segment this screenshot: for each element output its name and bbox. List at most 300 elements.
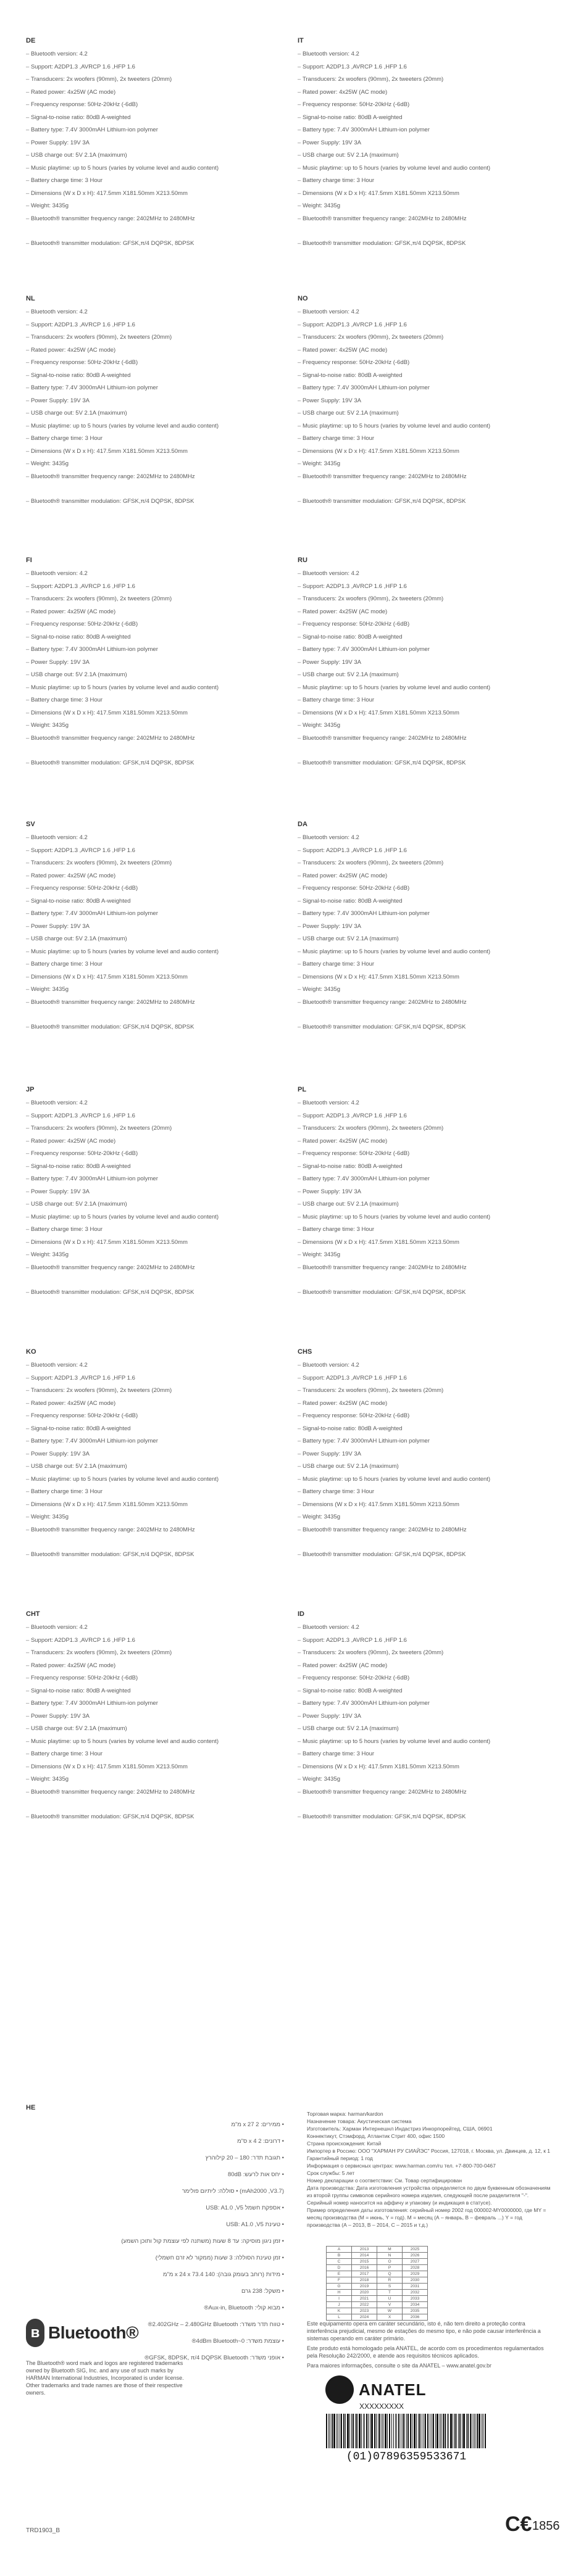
spec-item: – Bluetooth version: 4.2	[26, 48, 261, 61]
spec-item: – Rated power: 4x25W (AC mode)	[26, 1135, 261, 1148]
spec-item: – Bluetooth® transmitter frequency range: 2402MHz to 2480MHz	[298, 1786, 532, 1799]
table-cell: 2021	[352, 2296, 377, 2302]
spec-item: – Power Supply: 19V 3A	[298, 395, 532, 408]
hebrew-spec-item: • עוצמת משדר: 0~4dBm Bluetooth®	[191, 2338, 284, 2345]
table-cell: 2016	[352, 2265, 377, 2271]
spec-item: – Weight: 3435g	[26, 1511, 261, 1524]
table-cell: D	[327, 2265, 352, 2271]
table-cell: W	[377, 2308, 403, 2314]
spec-item: – Battery type: 7.4V 3000mAH Lithium-ion polymer	[26, 124, 261, 137]
table-cell: 2032	[403, 2290, 428, 2296]
transmitter-modulation: – Bluetooth® transmitter modulation: GFSK,π/4 DQPSK, 8DPSK	[26, 1812, 261, 1822]
table-cell: L	[327, 2314, 352, 2321]
anatel-notice	[307, 2320, 554, 2369]
spec-item: – USB charge out: 5V 2.1A (maximum)	[298, 149, 532, 162]
russian-info-line: Дата производства: Дата изготовления устройства определяется по двум буквенным обозначениям из второй группы символов серийного номера изделия, следующей после разделителя "-". Серийный номер наносится на аффичу и упаковку (и индикация в статусе).	[307, 2185, 551, 2206]
spec-item: – Support: A2DP1.3 ,AVRCP 1.6 ,HFP 1.6	[26, 1634, 261, 1647]
spec-item: – Battery type: 7.4V 3000mAH Lithium-ion polymer	[26, 1697, 261, 1710]
spec-item: – Bluetooth version: 4.2	[26, 1621, 261, 1634]
spec-item: – Transducers: 2x woofers (90mm), 2x tweeters (20mm)	[298, 593, 532, 606]
spec-item: – Weight: 3435g	[26, 200, 261, 213]
russian-info-line: Пример определения даты изготовления: серийный номер 2002 год 000002-MY0000000, где MY = месяц производства (M = июнь, Y = год). M = месяц (А – январь, В – февраль ...) Y = год производства (А – 2013, B – 2014, C – 2015 и т.д.)	[307, 2207, 546, 2228]
hebrew-spec-item: • מידות (רוחב בעומק גובה): 140 x 24 x 73.4 מ"מ	[162, 2271, 284, 2278]
spec-item: – Power Supply: 19V 3A	[298, 1186, 532, 1199]
spec-item: – Music playtime: up to 5 hours (varies by volume level and audio content)	[298, 1736, 532, 1749]
spec-item: – Signal-to-noise ratio: 80dB A-weighted	[298, 1685, 532, 1698]
spec-section-nl	[26, 295, 261, 507]
spec-item: – Battery charge time: 3 Hour	[298, 433, 532, 445]
anatel-logo	[325, 2375, 427, 2404]
table-cell: 2023	[352, 2308, 377, 2314]
hebrew-spec-item: • זמן טעינת הסוללה: 3 שעות (ממקור לא זרם חשמלי)	[155, 2255, 284, 2261]
table-cell: J	[327, 2302, 352, 2308]
spec-item: – Bluetooth version: 4.2	[26, 1097, 261, 1110]
table-cell: 2035	[403, 2308, 428, 2314]
hebrew-spec-item: • אספקת חשמל USB: A1.0 ,V5	[206, 2205, 284, 2211]
spec-item: – USB charge out: 5V 2.1A (maximum)	[298, 407, 532, 420]
table-cell: 2024	[352, 2314, 377, 2321]
spec-item: – Battery charge time: 3 Hour	[298, 175, 532, 188]
spec-item: – Power Supply: 19V 3A	[298, 656, 532, 669]
spec-item: – Frequency response: 50Hz-20kHz (-6dB)	[26, 618, 261, 631]
table-cell: P	[377, 2265, 403, 2271]
spec-item: – Battery type: 7.4V 3000mAH Lithium-ion polymer	[298, 1435, 532, 1448]
spec-item: – Music playtime: up to 5 hours (varies by volume level and audio content)	[26, 420, 261, 433]
spec-item: – Power Supply: 19V 3A	[26, 1710, 261, 1723]
hebrew-spec-item: • משקל: 238 גרם	[241, 2288, 284, 2295]
spec-item: – USB charge out: 5V 2.1A (maximum)	[26, 1460, 261, 1473]
spec-item: – Weight: 3435g	[298, 719, 532, 732]
spec-item: – Frequency response: 50Hz-20kHz (-6dB)	[26, 1672, 261, 1685]
spec-item: – Bluetooth version: 4.2	[298, 568, 532, 581]
spec-item: – Bluetooth® transmitter frequency range: 2402MHz to 2480MHz	[26, 996, 261, 1009]
section-code: SV	[26, 821, 35, 828]
spec-list	[26, 568, 261, 745]
table-cell: O	[377, 2259, 403, 2265]
bluetooth-wordmark: Bluetooth®	[48, 2323, 139, 2342]
spec-list	[298, 48, 532, 225]
spec-item: – Signal-to-noise ratio: 80dB A-weighted	[26, 370, 261, 383]
spec-item: – Bluetooth version: 4.2	[26, 832, 261, 845]
spec-list	[26, 1621, 261, 1799]
spec-item: – Music playtime: up to 5 hours (varies by volume level and audio content)	[26, 162, 261, 175]
russian-info-line: Торговая марка: harman/kardon	[307, 2111, 383, 2117]
table-cell: 2025	[403, 2247, 428, 2253]
spec-item: – Transducers: 2x woofers (90mm), 2x tweeters (20mm)	[26, 1122, 261, 1135]
anatel-text-3: Para maiores informações, consulte o site da ANATEL – www.anatel.gov.br	[307, 2363, 491, 2369]
hebrew-spec-item: (mAh2000 ,V3.7) • סוללה: ליתיום פולימר	[182, 2188, 284, 2195]
spec-item: – Power Supply: 19V 3A	[298, 921, 532, 934]
spec-item: – Signal-to-noise ratio: 80dB A-weighted	[298, 370, 532, 383]
spec-item: – Bluetooth® transmitter frequency range: 2402MHz to 2480MHz	[298, 732, 532, 745]
hebrew-spec-item: • טווח תדר משדר: 2.402GHz – 2.480GHz Bluetooth®	[148, 2321, 284, 2328]
table-cell: 2031	[403, 2284, 428, 2290]
hebrew-spec-item: • זמן ניגון מוסיקה: עד 8 שעות (משתנה לפי עוצמת קול ותוכן השמע)	[121, 2238, 284, 2245]
spec-item: – Power Supply: 19V 3A	[26, 137, 261, 150]
spec-item: – Frequency response: 50Hz-20kHz (-6dB)	[26, 1410, 261, 1423]
spec-list	[298, 1097, 532, 1274]
spec-item: – Rated power: 4x25W (AC mode)	[298, 1398, 532, 1410]
spec-item: – Dimensions (W x D x H): 417.5mm X181.50mm X213.50mm	[298, 707, 532, 720]
spec-item: – Transducers: 2x woofers (90mm), 2x tweeters (20mm)	[298, 331, 532, 344]
table-row	[327, 2277, 428, 2284]
production-year-table	[326, 2246, 428, 2321]
hebrew-spec-item: • טעינת USB: A1.0 ,V5	[226, 2221, 284, 2228]
table-row	[327, 2271, 428, 2277]
spec-item: – Bluetooth® transmitter frequency range: 2402MHz to 2480MHz	[298, 213, 532, 226]
anatel-mark-icon	[325, 2375, 354, 2404]
spec-list	[26, 48, 261, 225]
table-cell: U	[377, 2296, 403, 2302]
table-row	[327, 2302, 428, 2308]
spec-item: – Music playtime: up to 5 hours (varies by volume level and audio content)	[26, 1473, 261, 1486]
table-row	[327, 2284, 428, 2290]
spec-item: – Music playtime: up to 5 hours (varies by volume level and audio content)	[26, 946, 261, 959]
section-code: ID	[298, 1610, 304, 1618]
spec-item: – Music playtime: up to 5 hours (varies by volume level and audio content)	[298, 162, 532, 175]
table-cell: B	[327, 2253, 352, 2259]
table-cell: 2027	[403, 2259, 428, 2265]
transmitter-modulation: – Bluetooth® transmitter modulation: GFSK,π/4 DQPSK, 8DPSK	[298, 1550, 532, 1560]
spec-item: – Music playtime: up to 5 hours (varies by volume level and audio content)	[298, 1473, 532, 1486]
table-row	[327, 2314, 428, 2321]
spec-item: – Signal-to-noise ratio: 80dB A-weighted	[26, 895, 261, 908]
table-row	[327, 2296, 428, 2302]
spec-list	[26, 832, 261, 1009]
spec-item: – Rated power: 4x25W (AC mode)	[298, 344, 532, 357]
spec-item: – Support: A2DP1.3 ,AVRCP 1.6 ,HFP 1.6	[298, 581, 532, 594]
spec-item: – Dimensions (W x D x H): 417.5mm X181.50mm X213.50mm	[26, 1761, 261, 1774]
russian-info-line: Срок службы: 5 лет	[307, 2170, 355, 2176]
spec-section-no	[298, 295, 532, 507]
spec-item: – Transducers: 2x woofers (90mm), 2x tweeters (20mm)	[26, 73, 261, 86]
spec-item: – Rated power: 4x25W (AC mode)	[26, 1398, 261, 1410]
spec-item: – Dimensions (W x D x H): 417.5mm X181.50mm X213.50mm	[298, 188, 532, 201]
spec-item: – Bluetooth® transmitter frequency range: 2402MHz to 2480MHz	[26, 732, 261, 745]
barcode-number: (01)07896359533671	[346, 2451, 467, 2463]
spec-item: – Dimensions (W x D x H): 417.5mm X181.50mm X213.50mm	[26, 445, 261, 458]
spec-item: – USB charge out: 5V 2.1A (maximum)	[298, 669, 532, 682]
spec-item: – Rated power: 4x25W (AC mode)	[298, 1135, 532, 1148]
spec-item: – Dimensions (W x D x H): 417.5mm X181.50mm X213.50mm	[26, 707, 261, 720]
spec-item: – Battery type: 7.4V 3000mAH Lithium-ion polymer	[26, 908, 261, 921]
spec-item: – Dimensions (W x D x H): 417.5mm X181.50mm X213.50mm	[26, 188, 261, 201]
spec-item: – Transducers: 2x woofers (90mm), 2x tweeters (20mm)	[26, 331, 261, 344]
russian-info-line: Гарантийный период: 1 год	[307, 2155, 373, 2161]
bluetooth-icon: ʙ	[26, 2319, 44, 2347]
spec-item: – Frequency response: 50Hz-20kHz (-6dB)	[298, 357, 532, 370]
spec-item: – Rated power: 4x25W (AC mode)	[26, 1660, 261, 1673]
spec-item: – Music playtime: up to 5 hours (varies by volume level and audio content)	[26, 1211, 261, 1224]
table-row	[327, 2259, 428, 2265]
russian-import-info	[307, 2110, 554, 2229]
transmitter-modulation: – Bluetooth® transmitter modulation: GFSK,π/4 DQPSK, 8DPSK	[298, 239, 532, 249]
spec-section-sv	[26, 821, 261, 1032]
table-cell: 2036	[403, 2314, 428, 2321]
section-code: JP	[26, 1086, 35, 1093]
spec-item: – Weight: 3435g	[26, 984, 261, 996]
spec-item: – Bluetooth® transmitter frequency range: 2402MHz to 2480MHz	[298, 1524, 532, 1537]
spec-item: – Battery charge time: 3 Hour	[26, 1224, 261, 1236]
spec-item: – Battery type: 7.4V 3000mAH Lithium-ion polymer	[26, 1435, 261, 1448]
spec-item: – Music playtime: up to 5 hours (varies by volume level and audio content)	[26, 682, 261, 695]
spec-item: – Signal-to-noise ratio: 80dB A-weighted	[298, 1423, 532, 1436]
spec-list	[298, 1621, 532, 1799]
spec-section-it	[298, 37, 532, 249]
transmitter-modulation: – Bluetooth® transmitter modulation: GFSK,π/4 DQPSK, 8DPSK	[298, 758, 532, 768]
spec-item: – Power Supply: 19V 3A	[26, 395, 261, 408]
spec-item: – Weight: 3435g	[298, 1511, 532, 1524]
spec-section-pl	[298, 1086, 532, 1298]
spec-item: – Frequency response: 50Hz-20kHz (-6dB)	[298, 1672, 532, 1685]
table-cell: 2028	[403, 2265, 428, 2271]
spec-list	[298, 568, 532, 745]
spec-item: – Power Supply: 19V 3A	[26, 921, 261, 934]
spec-item: – Rated power: 4x25W (AC mode)	[26, 86, 261, 99]
spec-item: – Support: A2DP1.3 ,AVRCP 1.6 ,HFP 1.6	[298, 845, 532, 858]
spec-item: – Rated power: 4x25W (AC mode)	[26, 344, 261, 357]
spec-item: – Frequency response: 50Hz-20kHz (-6dB)	[298, 1148, 532, 1161]
section-code: KO	[26, 1348, 36, 1356]
spec-item: – Support: A2DP1.3 ,AVRCP 1.6 ,HFP 1.6	[26, 1110, 261, 1123]
russian-info-line: Информация о сервисных центрах: www.harman.com/ru тел. +7-800-700-0467	[307, 2163, 496, 2169]
spec-item: – Signal-to-noise ratio: 80dB A-weighted	[298, 895, 532, 908]
spec-item: – Battery charge time: 3 Hour	[26, 1748, 261, 1761]
spec-item: – Rated power: 4x25W (AC mode)	[298, 86, 532, 99]
table-row	[327, 2247, 428, 2253]
spec-item: – Weight: 3435g	[26, 1249, 261, 1262]
spec-item: – Battery type: 7.4V 3000mAH Lithium-ion polymer	[26, 644, 261, 656]
section-code: CHT	[26, 1610, 40, 1618]
spec-section-ru	[298, 557, 532, 768]
spec-item: – Rated power: 4x25W (AC mode)	[298, 1660, 532, 1673]
hebrew-spec-list	[121, 2116, 284, 2366]
table-cell: G	[327, 2284, 352, 2290]
table-cell: 2030	[403, 2277, 428, 2284]
transmitter-modulation: – Bluetooth® transmitter modulation: GFSK,π/4 DQPSK, 8DPSK	[298, 497, 532, 507]
hebrew-spec-item: • אופני משדר: GFSK, 8DPSK, π/4 DQPSK Bluetooth®	[144, 2354, 284, 2361]
spec-item: – Transducers: 2x woofers (90mm), 2x tweeters (20mm)	[26, 1647, 261, 1660]
table-cell: 2018	[352, 2277, 377, 2284]
spec-item: – Battery type: 7.4V 3000mAH Lithium-ion polymer	[298, 1173, 532, 1186]
spec-item: – Dimensions (W x D x H): 417.5mm X181.50mm X213.50mm	[298, 445, 532, 458]
spec-item: – Music playtime: up to 5 hours (varies by volume level and audio content)	[298, 420, 532, 433]
spec-item: – Battery charge time: 3 Hour	[26, 175, 261, 188]
table-cell: N	[377, 2253, 403, 2259]
spec-item: – Weight: 3435g	[26, 719, 261, 732]
ce-notified-body-number: 1856	[532, 2519, 560, 2533]
spec-item: – Battery type: 7.4V 3000mAH Lithium-ion polymer	[26, 382, 261, 395]
spec-list	[298, 1359, 532, 1536]
spec-item: – Frequency response: 50Hz-20kHz (-6dB)	[298, 1410, 532, 1423]
section-code: IT	[298, 37, 304, 44]
spec-item: – Bluetooth® transmitter frequency range: 2402MHz to 2480MHz	[26, 1262, 261, 1275]
spec-item: – Bluetooth® transmitter frequency range: 2402MHz to 2480MHz	[26, 1524, 261, 1537]
table-cell: 2015	[352, 2259, 377, 2265]
spec-item: – Signal-to-noise ratio: 80dB A-weighted	[26, 1161, 261, 1174]
transmitter-modulation: – Bluetooth® transmitter modulation: GFSK,π/4 DQPSK, 8DPSK	[26, 239, 261, 249]
transmitter-modulation: – Bluetooth® transmitter modulation: GFSK,π/4 DQPSK, 8DPSK	[26, 1288, 261, 1298]
spec-list	[298, 306, 532, 483]
spec-item: – Support: A2DP1.3 ,AVRCP 1.6 ,HFP 1.6	[26, 845, 261, 858]
spec-section-id	[298, 1610, 532, 1822]
spec-item: – Weight: 3435g	[298, 458, 532, 471]
spec-item: – Frequency response: 50Hz-20kHz (-6dB)	[26, 1148, 261, 1161]
spec-item: – Transducers: 2x woofers (90mm), 2x tweeters (20mm)	[298, 1647, 532, 1660]
spec-section-fi	[26, 557, 261, 768]
table-row	[327, 2290, 428, 2296]
spec-item: – Battery charge time: 3 Hour	[26, 433, 261, 445]
table-cell: E	[327, 2271, 352, 2277]
table-cell: I	[327, 2296, 352, 2302]
table-cell: 2029	[403, 2271, 428, 2277]
russian-info-line: Назначение товара: Акустическая система	[307, 2118, 412, 2124]
spec-item: – Weight: 3435g	[298, 200, 532, 213]
spec-item: – Frequency response: 50Hz-20kHz (-6dB)	[298, 618, 532, 631]
spec-item: – Bluetooth version: 4.2	[298, 1097, 532, 1110]
table-cell: V	[377, 2302, 403, 2308]
bluetooth-logo	[26, 2319, 138, 2347]
spec-list	[26, 306, 261, 483]
spec-item: – Support: A2DP1.3 ,AVRCP 1.6 ,HFP 1.6	[298, 1372, 532, 1385]
bluetooth-trademark-notice: The Bluetooth® word mark and logos are registered trademarks owned by Bluetooth SIG, Inc. and any use of such marks by HARMAN International Industries, Incorporated is under license. Other trademarks and trade names are those of their respective owners.	[26, 2360, 184, 2396]
spec-item: – Power Supply: 19V 3A	[298, 1710, 532, 1723]
spec-item: – Music playtime: up to 5 hours (varies by volume level and audio content)	[298, 946, 532, 959]
spec-item: – Battery charge time: 3 Hour	[298, 958, 532, 971]
spec-item: – Music playtime: up to 5 hours (varies by volume level and audio content)	[26, 1736, 261, 1749]
table-cell: A	[327, 2247, 352, 2253]
spec-item: – USB charge out: 5V 2.1A (maximum)	[298, 1723, 532, 1736]
spec-item: – Weight: 3435g	[298, 984, 532, 996]
spec-item: – Battery charge time: 3 Hour	[298, 694, 532, 707]
spec-item: – USB charge out: 5V 2.1A (maximum)	[26, 149, 261, 162]
hebrew-spec-item: • דרונים: 2 x 4 ס"מ	[237, 2138, 284, 2145]
table-cell: K	[327, 2308, 352, 2314]
anatel-text-1: Este equipamento opera em caráter secundário, isto é, não tem direito a proteção contra interferência prejudicial, mesmo de estações do mesmo tipo, e não pode causar interferência a sistemas operando em caráter primário.	[307, 2321, 541, 2342]
anatel-wordmark: ANATEL	[359, 2380, 427, 2399]
spec-item: – Weight: 3435g	[26, 1773, 261, 1786]
section-code: DA	[298, 821, 307, 828]
spec-item: – Signal-to-noise ratio: 80dB A-weighted	[298, 1161, 532, 1174]
table-cell: 2022	[352, 2302, 377, 2308]
russian-info-line: Импортер в Россию: ООО "ХАРМАН РУ СИАЙЭС" Россия, 127018, г. Москва, ул. Двинцев, д. 12, к 1	[307, 2148, 551, 2154]
russian-info-line: Номер декларации о соответствии: См. Товар сертифицирован	[307, 2177, 462, 2184]
spec-section-cht	[26, 1610, 261, 1822]
spec-item: – Power Supply: 19V 3A	[26, 656, 261, 669]
spec-item: – Signal-to-noise ratio: 80dB A-weighted	[298, 112, 532, 125]
spec-item: – Power Supply: 19V 3A	[26, 1448, 261, 1461]
spec-item: – Frequency response: 50Hz-20kHz (-6dB)	[26, 99, 261, 112]
spec-item: – Support: A2DP1.3 ,AVRCP 1.6 ,HFP 1.6	[26, 61, 261, 74]
barcode	[326, 2414, 487, 2448]
transmitter-modulation: – Bluetooth® transmitter modulation: GFSK,π/4 DQPSK, 8DPSK	[298, 1288, 532, 1298]
spec-item: – Bluetooth version: 4.2	[298, 832, 532, 845]
table-cell: 2020	[352, 2290, 377, 2296]
table-cell: S	[377, 2284, 403, 2290]
spec-item: – USB charge out: 5V 2.1A (maximum)	[26, 933, 261, 946]
spec-item: – Frequency response: 50Hz-20kHz (-6dB)	[298, 882, 532, 895]
hebrew-spec-item: • יחס אות לרעש: 80dB	[227, 2171, 284, 2178]
spec-item: – Rated power: 4x25W (AC mode)	[26, 606, 261, 619]
spec-item: – Support: A2DP1.3 ,AVRCP 1.6 ,HFP 1.6	[298, 61, 532, 74]
spec-item: – Signal-to-noise ratio: 80dB A-weighted	[298, 631, 532, 644]
spec-item: – Battery charge time: 3 Hour	[298, 1224, 532, 1236]
spec-item: – Frequency response: 50Hz-20kHz (-6dB)	[26, 357, 261, 370]
transmitter-modulation: – Bluetooth® transmitter modulation: GFSK,π/4 DQPSK, 8DPSK	[26, 1022, 261, 1032]
spec-item: – Signal-to-noise ratio: 80dB A-weighted	[26, 1685, 261, 1698]
spec-item: – Dimensions (W x D x H): 417.5mm X181.50mm X213.50mm	[298, 971, 532, 984]
table-cell: R	[377, 2277, 403, 2284]
spec-section-de	[26, 37, 261, 249]
russian-info-line: Коннектикут, Стэмфорд, Атлантик Стрит 400, офис 1500	[307, 2133, 445, 2139]
section-code: DE	[26, 37, 36, 44]
spec-item: – Battery charge time: 3 Hour	[26, 958, 261, 971]
spec-item: – USB charge out: 5V 2.1A (maximum)	[26, 1198, 261, 1211]
transmitter-modulation: – Bluetooth® transmitter modulation: GFSK,π/4 DQPSK, 8DPSK	[26, 758, 261, 768]
table-cell: 2026	[403, 2253, 428, 2259]
spec-item: – Support: A2DP1.3 ,AVRCP 1.6 ,HFP 1.6	[298, 1634, 532, 1647]
spec-item: – Battery charge time: 3 Hour	[298, 1486, 532, 1499]
spec-item: – Power Supply: 19V 3A	[298, 1448, 532, 1461]
spec-item: – Transducers: 2x woofers (90mm), 2x tweeters (20mm)	[298, 73, 532, 86]
spec-item: – Weight: 3435g	[298, 1773, 532, 1786]
spec-section-chs	[298, 1348, 532, 1560]
hebrew-section-code: HE	[26, 2104, 36, 2111]
spec-item: – Bluetooth version: 4.2	[298, 1621, 532, 1634]
table-cell: X	[377, 2314, 403, 2321]
section-code: RU	[298, 557, 307, 564]
table-row	[327, 2253, 428, 2259]
spec-item: – Weight: 3435g	[26, 458, 261, 471]
spec-item: – Battery type: 7.4V 3000mAH Lithium-ion polymer	[298, 382, 532, 395]
transmitter-modulation: – Bluetooth® transmitter modulation: GFSK,π/4 DQPSK, 8DPSK	[26, 1550, 261, 1560]
spec-item: – Battery type: 7.4V 3000mAH Lithium-ion polymer	[298, 1697, 532, 1710]
table-cell: 2034	[403, 2302, 428, 2308]
spec-item: – Battery type: 7.4V 3000mAH Lithium-ion polymer	[298, 124, 532, 137]
spec-item: – Support: A2DP1.3 ,AVRCP 1.6 ,HFP 1.6	[26, 319, 261, 332]
spec-list	[26, 1359, 261, 1536]
table-cell: 2014	[352, 2253, 377, 2259]
spec-item: – Transducers: 2x woofers (90mm), 2x tweeters (20mm)	[298, 1385, 532, 1398]
table-cell: Q	[377, 2271, 403, 2277]
spec-item: – Support: A2DP1.3 ,AVRCP 1.6 ,HFP 1.6	[26, 581, 261, 594]
spec-item: – USB charge out: 5V 2.1A (maximum)	[26, 669, 261, 682]
spec-item: – Power Supply: 19V 3A	[26, 1186, 261, 1199]
spec-item: – Transducers: 2x woofers (90mm), 2x tweeters (20mm)	[298, 1122, 532, 1135]
spec-item: – Signal-to-noise ratio: 80dB A-weighted	[26, 631, 261, 644]
spec-item: – Transducers: 2x woofers (90mm), 2x tweeters (20mm)	[26, 593, 261, 606]
table-cell: 2019	[352, 2284, 377, 2290]
spec-item: – Bluetooth version: 4.2	[298, 1359, 532, 1372]
spec-item: – Music playtime: up to 5 hours (varies by volume level and audio content)	[298, 1211, 532, 1224]
spec-item: – Support: A2DP1.3 ,AVRCP 1.6 ,HFP 1.6	[298, 1110, 532, 1123]
spec-section-jp	[26, 1086, 261, 1298]
spec-item: – Bluetooth version: 4.2	[26, 1359, 261, 1372]
spec-section-da	[298, 821, 532, 1032]
section-code: NO	[298, 295, 308, 302]
spec-item: – Rated power: 4x25W (AC mode)	[298, 606, 532, 619]
table-cell: 2017	[352, 2271, 377, 2277]
spec-item: – Music playtime: up to 5 hours (varies by volume level and audio content)	[298, 682, 532, 695]
spec-item: – Frequency response: 50Hz-20kHz (-6dB)	[298, 99, 532, 112]
spec-item: – Dimensions (W x D x H): 417.5mm X181.50mm X213.50mm	[298, 1236, 532, 1249]
table-cell: 2013	[352, 2247, 377, 2253]
spec-item: – Bluetooth version: 4.2	[298, 306, 532, 319]
spec-item: – Bluetooth version: 4.2	[26, 568, 261, 581]
table-cell: F	[327, 2277, 352, 2284]
table-row	[327, 2308, 428, 2314]
spec-item: – Dimensions (W x D x H): 417.5mm X181.50mm X213.50mm	[298, 1761, 532, 1774]
